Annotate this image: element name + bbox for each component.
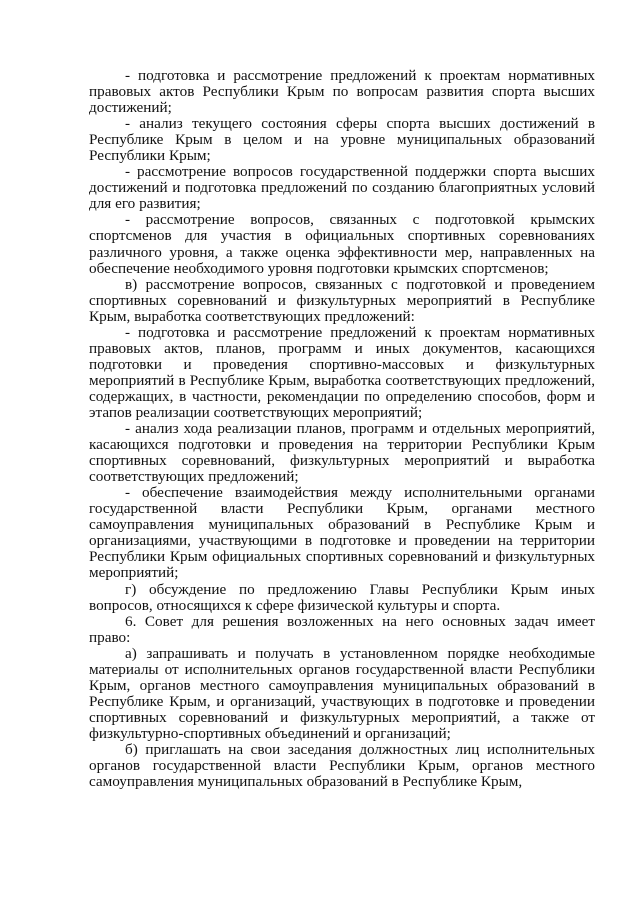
paragraph-10: 6. Совет для решения возложенных на него основных задач имеет право:	[89, 612, 595, 646]
paragraph-3: - рассмотрение вопросов государственной поддержки спорта высших достижений и подготовка предложений по созданию благоприятных условий для его развития;	[89, 163, 595, 213]
paragraph-1: - подготовка и рассмотрение предложений к проектам нормативных правовых актов Республики Крым по вопросам развития спорта высших достижений;	[89, 67, 595, 117]
paragraph-11: а) запрашивать и получать в установленном порядке необходимые материалы от исполнительных органов государственной власти Республики Крым, органов местного самоуправления муниципальных образований в Республике Крым, и организаций, участвующих в подготовке и проведении спортивных соревнований и физкультурных мероприятий, а также от физкультурно-спортивных объединений и организаций;	[89, 644, 595, 742]
paragraph-9: г) обсуждение по предложению Главы Республики Крым иных вопросов, относящихся к сфере физической культуры и спорта.	[89, 580, 595, 614]
paragraph-7: - анализ хода реализации планов, программ и отдельных мероприятий, касающихся подготовки и проведения на территории Республики Крым спортивных соревнований, физкультурных мероприятий и выработка соответствующих предложений;	[89, 420, 595, 486]
paragraph-2: - анализ текущего состояния сферы спорта высших достижений в Республике Крым в целом и на уровне муниципальных образований Республики Крым;	[89, 115, 595, 165]
document-page	[89, 68, 595, 790]
paragraph-12: б) приглашать на свои заседания должностных лиц исполнительных органов государственной власти Республики Крым, органов местного самоуправления муниципальных образований в Республике Крым,	[89, 740, 595, 791]
paragraph-6: - подготовка и рассмотрение предложений к проектам нормативных правовых актов, планов, программ и иных документов, касающихся подготовки и проведения спортивно-массовых и физкультурных мероприятий в Республике Крым, выработка соответствующих предложений, содержащих, в частности, рекомендации по определению способов, форм и этапов реализации соответствующих мероприятий;	[89, 323, 595, 421]
paragraph-8: - обеспечение взаимодействия между исполнительными органами государственной власти Республики Крым, органами местного самоуправления муниципальных образований в Республике Крым и организациями, участвующими в подготовке и проведении на территории Республики Крым официальных спортивных соревнований и физкультурных мероприятий;	[89, 484, 595, 582]
paragraph-5: в) рассмотрение вопросов, связанных с подготовкой и проведением спортивных соревнований и физкультурных мероприятий в Республике Крым, выработка соответствующих предложений:	[89, 275, 595, 325]
paragraph-4: - рассмотрение вопросов, связанных с подготовкой крымских спортсменов для участия в официальных спортивных соревнованиях различного уровня, а также оценка эффективности мер, направленных на обеспечение необходимого уровня подготовки крымских спортсменов;	[89, 211, 595, 277]
